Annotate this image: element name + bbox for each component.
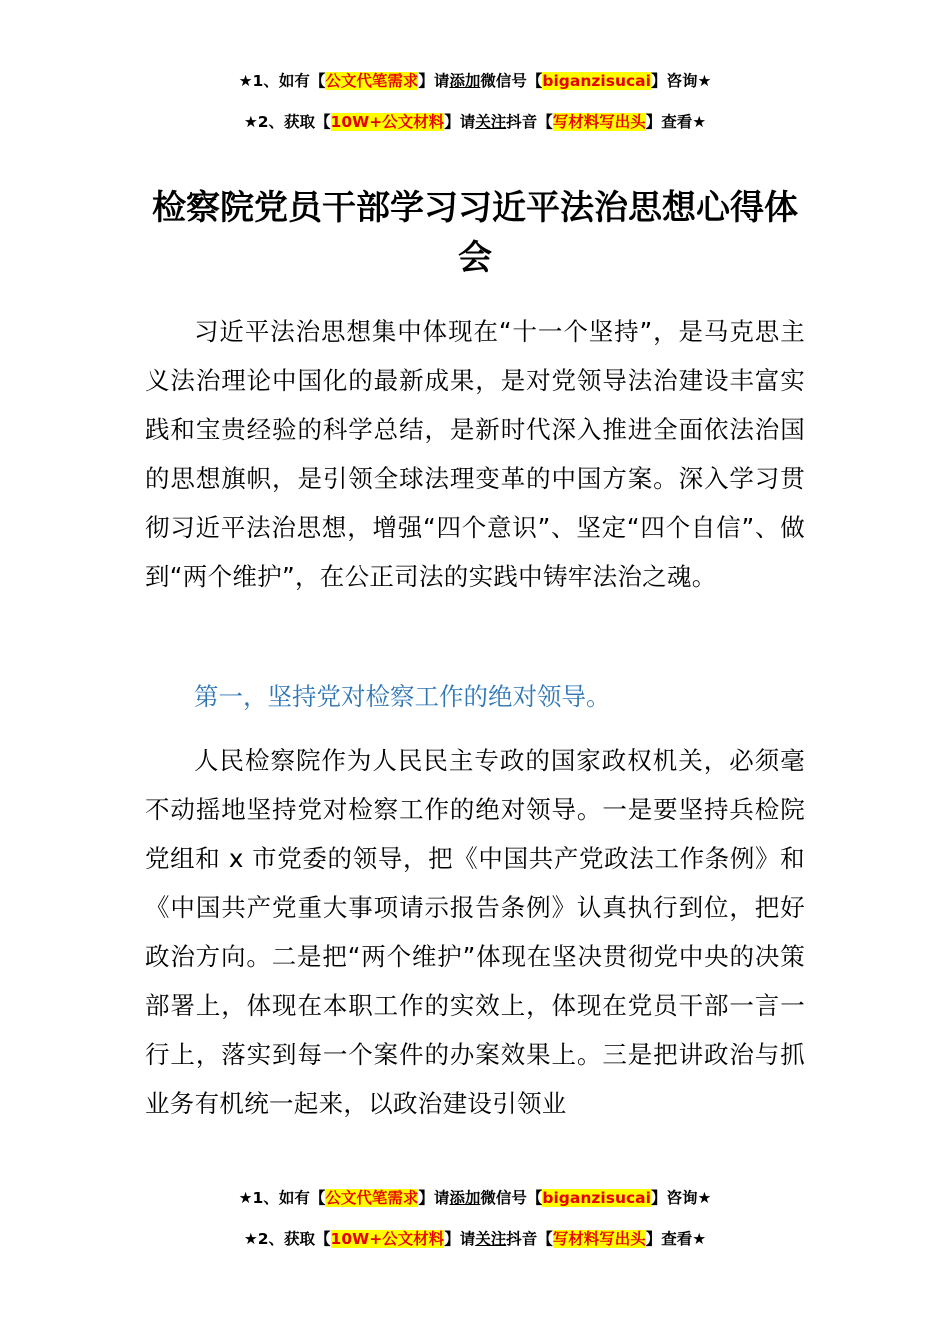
banner-highlight-douyin-id: 写材料写出头	[552, 1230, 646, 1248]
banner-text: 】查看★	[645, 113, 707, 131]
banner-text: 】请	[444, 113, 476, 131]
banner-highlight: 10W+公文材料	[330, 1230, 445, 1248]
banner-text: 】请	[444, 1230, 476, 1248]
banner-text: ★2、获取【	[243, 1230, 331, 1248]
promo-banner-top-line-2	[0, 111, 950, 133]
banner-underlined-text: 关注	[475, 1230, 507, 1248]
promo-banner-bottom-line-2	[0, 1228, 950, 1250]
banner-text: ★1、如有【	[238, 1189, 326, 1207]
banner-highlight-wechat-id: biganzisucai	[542, 1189, 651, 1207]
banner-text: ★1、如有【	[238, 72, 326, 90]
banner-text: ★2、获取【	[243, 113, 331, 131]
banner-highlight: 公文代笔需求	[325, 72, 419, 90]
banner-underlined-text: 添加	[449, 1189, 481, 1207]
banner-text: 】咨询★	[650, 72, 712, 90]
intro-paragraph: 习近平法治思想集中体现在“十一个坚持”，是马克思主义法治理论中国化的最新成果，是对党领导法治建设丰富实践和宝贵经验的科学总结，是新时代深入推进全面依法治国的思想旗帜，是引领全球法理变革的中国方案。深入学习贯彻习近平法治思想，增强“四个意识”、坚定“四个自信”、做到“两个维护”，在公正司法的实践中铸牢法治之魂。	[145, 317, 805, 591]
banner-underlined-text: 关注	[475, 113, 507, 131]
banner-text: 微信号【	[480, 1189, 543, 1207]
document-title: 检察院党员干部学习习近平法治思想心得体会	[152, 188, 798, 278]
banner-highlight-wechat-id: biganzisucai	[542, 72, 651, 90]
banner-text: 】请	[418, 72, 450, 90]
banner-underlined-text: 添加	[449, 72, 481, 90]
banner-text: 微信号【	[480, 72, 543, 90]
banner-text: 抖音【	[506, 1230, 553, 1248]
section-heading: 第一，坚持党对检察工作的绝对领导。	[194, 682, 611, 711]
section-paragraph: 人民检察院作为人民民主专政的国家政权机关，必须毫不动摇地坚持党对检察工作的绝对领导。一是要坚持兵检院党组和 x 市党委的领导，把《中国共产党政法工作条例》和《中国共产党重大事项请示报告条例》认真执行到位，把好政治方向。二是把“两个维护”体现在坚决贯彻党中央的决策部署上，体现在本职工作的实效上，体现在党员干部一言一行上，落实到每一个案件的办案效果上。三是把讲政治与抓业务有机统一起来，以政治建设引领业	[145, 746, 805, 1118]
banner-text: 】查看★	[645, 1230, 707, 1248]
banner-text: 】咨询★	[650, 1189, 712, 1207]
banner-highlight-douyin-id: 写材料写出头	[552, 113, 646, 131]
banner-text: 抖音【	[506, 113, 553, 131]
banner-highlight: 公文代笔需求	[325, 1189, 419, 1207]
promo-banner-top-line-1	[0, 70, 950, 92]
banner-highlight: 10W+公文材料	[330, 113, 445, 131]
promo-banner-bottom-line-1	[0, 1187, 950, 1209]
banner-text: 】请	[418, 1189, 450, 1207]
